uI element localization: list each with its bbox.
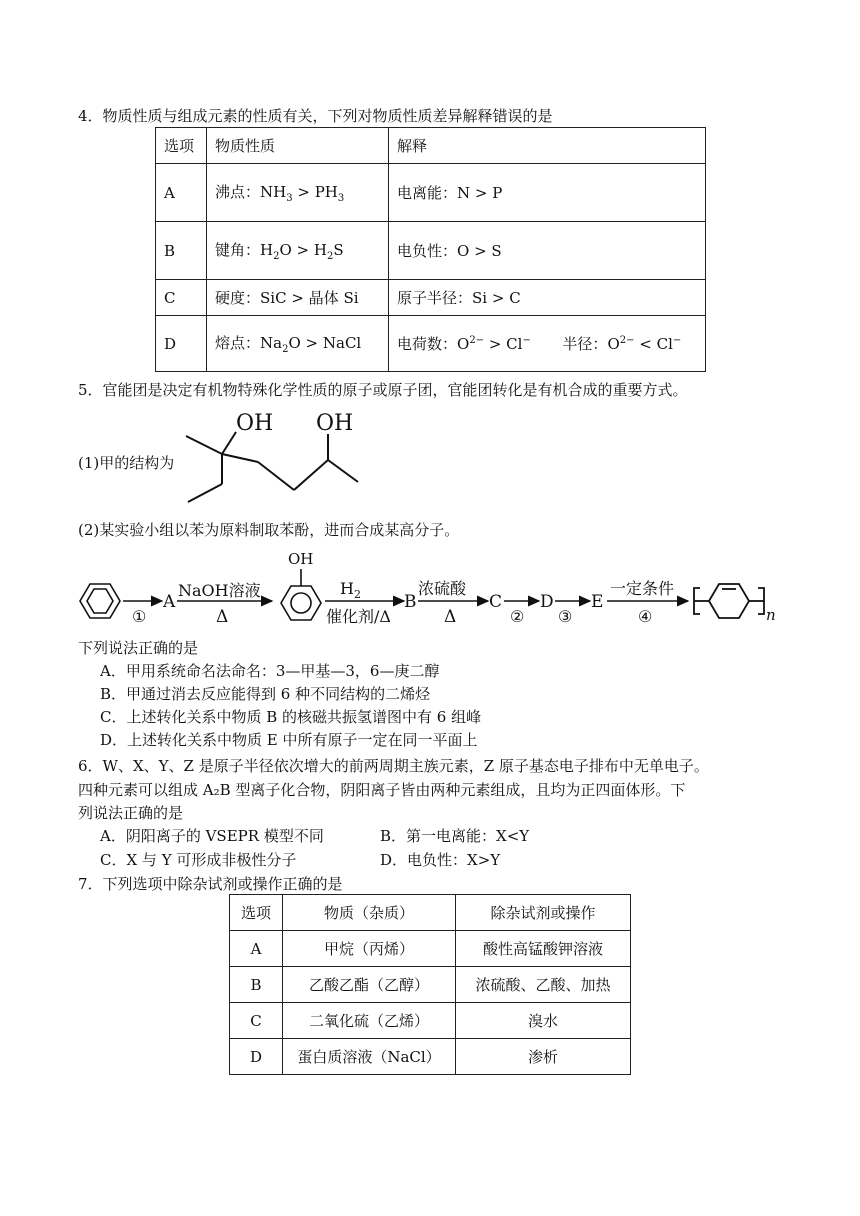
q7-row-b-method: 浓硫酸、乙酸、加热: [456, 967, 631, 1003]
q4-header-explanation: 解释: [389, 128, 706, 164]
q4-row-c-explanation: 原子半径：Si > C: [389, 280, 706, 316]
q7-table: [229, 894, 631, 1075]
q4-row-b-option: B: [156, 222, 207, 280]
table-row: [230, 1039, 631, 1075]
q4-row-c-option: C: [156, 280, 207, 316]
hydroxyl-label-1: OH: [236, 411, 274, 436]
hydroxyl-label-2: OH: [316, 411, 354, 436]
step3-label: ③: [558, 607, 573, 626]
step4-label: ④: [638, 607, 653, 626]
q7-row-a-substance: 甲烷（丙烯）: [283, 931, 456, 967]
q5-stem: 5．官能团是决定有机物特殊化学性质的原子或原子团，官能团转化是有机合成的重要方式。: [78, 381, 688, 399]
table-row: [156, 222, 706, 280]
table-row: [156, 164, 706, 222]
polymer-icon: [694, 584, 764, 618]
q4-table: [155, 127, 706, 372]
q6-option-b: B．第一电离能：X<Y: [380, 827, 530, 845]
product-b: B: [404, 592, 417, 612]
q6-option-a: A．阴阳离子的 VSEPR 模型不同: [100, 827, 324, 845]
heat-condition-1: Δ: [216, 607, 229, 626]
structure-jia: [180, 402, 380, 510]
q7-row-d-option: D: [230, 1039, 283, 1075]
q7-row-d-method: 渗析: [456, 1039, 631, 1075]
table-row: [230, 1003, 631, 1039]
h2so4-condition: 浓硫酸: [418, 579, 467, 598]
skeleton-bonds: [186, 432, 358, 502]
q6-line2: 四种元素可以组成 A₂B 型离子化合物，阴阳离子皆由两种元素组成，且均为正四面体形。下: [78, 781, 686, 799]
q5-part1: (1)甲的结构为: [78, 454, 175, 472]
q6-line3: 列说法正确的是: [78, 804, 184, 822]
q7-row-b-option: B: [230, 967, 283, 1003]
q7-row-d-substance: 蛋白质溶液（NaCl）: [283, 1039, 456, 1075]
q5-option-b: B．甲通过消去反应能得到 6 种不同结构的二烯烃: [100, 685, 431, 703]
table-row: [230, 967, 631, 1003]
phenol-oh-label: OH: [288, 550, 314, 568]
q4-row-a-explanation: 电离能：N > P: [389, 164, 706, 222]
q6-line1: 6．W、X、Y、Z 是原子半径依次增大的前两周期主族元素，Z 原子基态电子排布中无单电子。: [78, 757, 709, 775]
q4-header-property: 物质性质: [207, 128, 389, 164]
product-d: D: [540, 592, 554, 612]
synthesis-scheme: [76, 544, 776, 626]
q4-row-d-explanation: 电荷数：$O^{2-} > Cl^-$ 半径：$O^{2-} < Cl^-$: [389, 316, 706, 372]
condition-label: 一定条件: [610, 579, 675, 598]
q4-row-c-property: 硬度：SiC > 晶体 Si: [207, 280, 389, 316]
naoh-condition: NaOH溶液: [178, 581, 261, 600]
q7-row-b-substance: 乙酸乙酯（乙醇）: [283, 967, 456, 1003]
product-a: A: [163, 592, 176, 612]
q4-row-b-explanation: 电负性：O > S: [389, 222, 706, 280]
q5-ask: 下列说法正确的是: [78, 639, 199, 657]
q4-row-b-property: 键角：$H_2O > H_2S$: [207, 222, 389, 280]
product-e: E: [591, 592, 604, 612]
q7-row-a-method: 酸性高锰酸钾溶液: [456, 931, 631, 967]
q7-row-a-option: A: [230, 931, 283, 967]
q7-header-substance: 物质（杂质）: [283, 895, 456, 931]
q7-row-c-option: C: [230, 1003, 283, 1039]
table-row: [230, 931, 631, 967]
polymer-n-label: n: [766, 606, 776, 624]
q5-part2: (2)某实验小组以苯为原料制取苯酚，进而合成某高分子。: [78, 521, 460, 539]
q7-row-c-substance: 二氧化硫（乙烯）: [283, 1003, 456, 1039]
heat-condition-2: Δ: [444, 607, 457, 626]
table-row: [156, 280, 706, 316]
q4-row-d-option: D: [156, 316, 207, 372]
q7-stem: 7．下列选项中除杂试剂或操作正确的是: [78, 875, 343, 893]
q4-row-d-property: 熔点：$Na_2O$ > NaCl: [207, 316, 389, 372]
q4-row-a-property: 沸点：$NH_3 > PH_3$: [207, 164, 389, 222]
h2-condition: $H_2$: [340, 579, 361, 601]
q5-option-c: C．上述转化关系中物质 B 的核磁共振氢谱图中有 6 组峰: [100, 708, 482, 726]
q4-stem: 4．物质性质与组成元素的性质有关，下列对物质性质差异解释错误的是: [78, 107, 553, 125]
table-row: [156, 316, 706, 372]
q7-header-method: 除杂试剂或操作: [456, 895, 631, 931]
step1-label: ①: [132, 607, 147, 626]
benzene-icon: [80, 584, 120, 618]
step2-label: ②: [510, 607, 525, 626]
q6-option-d: D．电负性：X>Y: [380, 851, 501, 869]
catalyst-condition: 催化剂/Δ: [326, 607, 391, 626]
q5-option-a: A．甲用系统命名法命名：3—甲基—3，6—庚二醇: [100, 662, 440, 680]
q6-option-c: C．X 与 Y 可形成非极性分子: [100, 851, 297, 869]
q4-header-option: 选项: [156, 128, 207, 164]
q4-row-a-option: A: [156, 164, 207, 222]
phenol-icon: [281, 569, 321, 620]
product-c: C: [489, 592, 503, 612]
q7-row-c-method: 溴水: [456, 1003, 631, 1039]
q7-header-option: 选项: [230, 895, 283, 931]
q5-option-d: D．上述转化关系中物质 E 中所有原子一定在同一平面上: [100, 731, 478, 749]
